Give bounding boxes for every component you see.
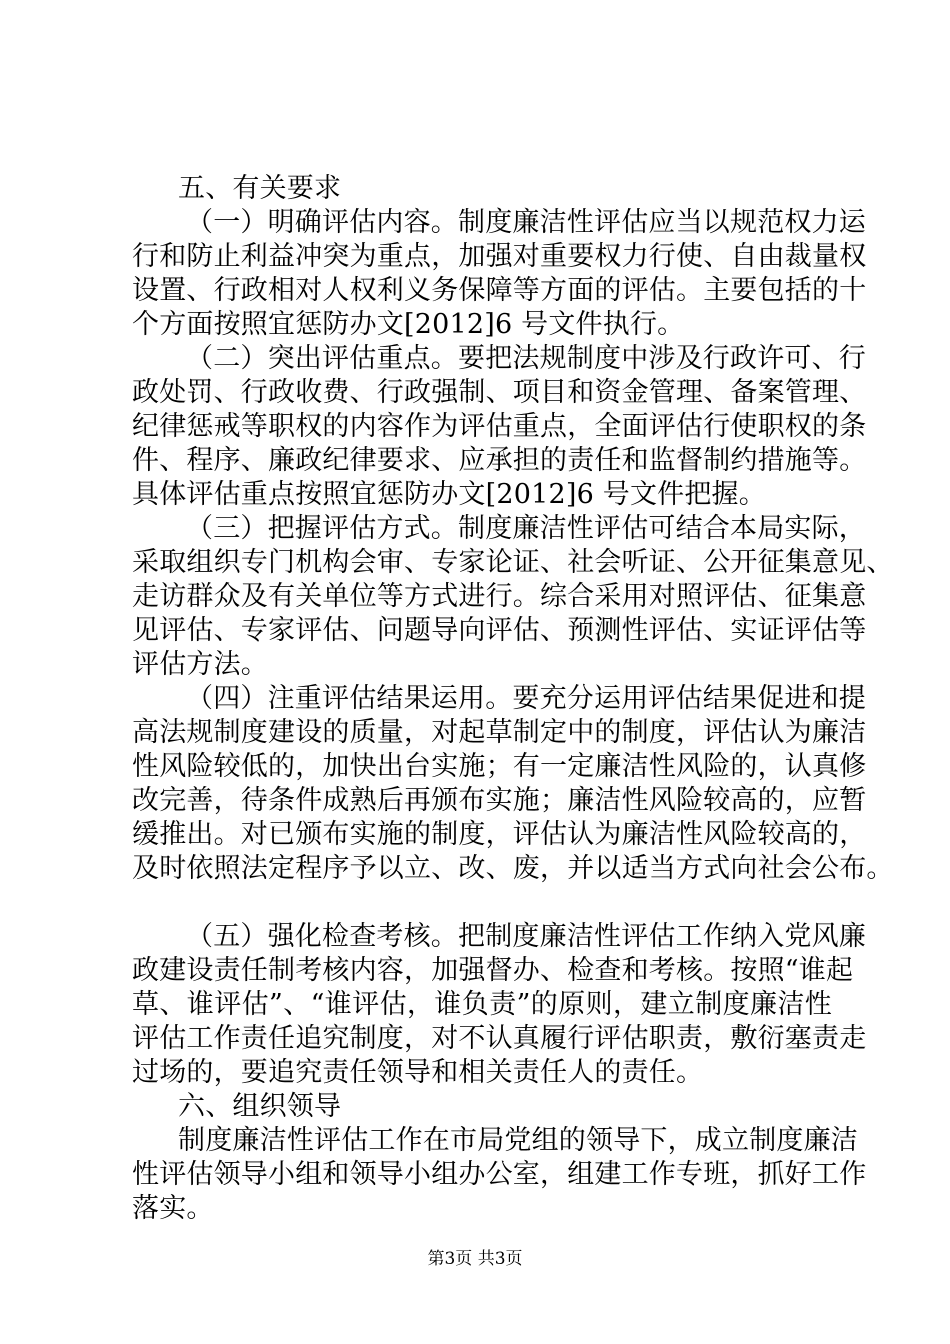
section-heading-requirements: 五、有关要求	[178, 173, 342, 204]
paragraph-line: 性风险较低的，加快出台实施；有一定廉洁性风险的，认真修	[132, 751, 867, 782]
paragraph-line: （三）把握评估方式。制度廉洁性评估可结合本局实际，	[186, 513, 866, 544]
paragraph-line: 缓推出。对已颁布实施的制度，评估认为廉洁性风险较高的，	[132, 819, 867, 850]
paragraph-line: 高法规制度建设的质量，对起草制定中的制度，评估认为廉洁	[132, 717, 867, 748]
paragraph-line: 见评估、专家评估、问题导向评估、预测性评估、实证评估等	[132, 615, 867, 646]
paragraph-line: 设置、行政相对人权利义务保障等方面的评估。主要包括的十	[132, 275, 867, 306]
paragraph-line: 采取组织专门机构会审、专家论证、社会听证、公开征集意见、	[132, 547, 894, 578]
paragraph-line: （二）突出评估重点。要把法规制度中涉及行政许可、行	[186, 343, 866, 374]
paragraph-line: （一）明确评估内容。制度廉洁性评估应当以规范权力运	[186, 207, 866, 238]
paragraph-line: 评估工作责任追究制度，对不认真履行评估职责，敷衍塞责走	[132, 1023, 867, 1054]
paragraph-line: 草、谁评估”、“谁评估，谁负责”的原则，建立制度廉洁性	[132, 989, 832, 1020]
paragraph-line: 件、程序、廉政纪律要求、应承担的责任和监督制约措施等。	[132, 445, 867, 476]
page-number-footer: 第3页 共3页	[427, 1249, 523, 1269]
paragraph-line: 制度廉洁性评估工作在市局党组的领导下，成立制度廉洁	[178, 1125, 858, 1156]
paragraph-line: 行和防止利益冲突为重点，加强对重要权力行使、自由裁量权	[132, 241, 867, 272]
paragraph-line: 纪律惩戒等职权的内容作为评估重点，全面评估行使职权的条	[132, 411, 867, 442]
paragraph-line: 改完善，待条件成熟后再颁布实施；廉洁性风险较高的，应暂	[132, 785, 867, 816]
paragraph-line: 具体评估重点按照宜惩防办文[2012]6 号文件把握。	[132, 479, 766, 510]
paragraph-line: 性评估领导小组和领导小组办公室，组建工作专班，抓好工作	[132, 1159, 867, 1190]
paragraph-line: 落实。	[132, 1193, 214, 1224]
paragraph-line: 政处罚、行政收费、行政强制、项目和资金管理、备案管理、	[132, 377, 867, 408]
paragraph-line: 走访群众及有关单位等方式进行。综合采用对照评估、征集意	[132, 581, 867, 612]
paragraph-line: 评估方法。	[132, 649, 268, 680]
paragraph-line: 个方面按照宜惩防办文[2012]6 号文件执行。	[132, 309, 685, 340]
section-heading-organization: 六、组织领导	[178, 1091, 342, 1122]
paragraph-line: 政建设责任制考核内容，加强督办、检查和考核。按照“谁起	[132, 955, 854, 986]
paragraph-line: （五）强化检查考核。把制度廉洁性评估工作纳入党风廉	[186, 921, 866, 952]
paragraph-line: （四）注重评估结果运用。要充分运用评估结果促进和提	[186, 683, 866, 714]
paragraph-line: 及时依照法定程序予以立、改、废，并以适当方式向社会公布。	[132, 853, 894, 884]
paragraph-line: 过场的，要追究责任领导和相关责任人的责任。	[132, 1057, 704, 1088]
